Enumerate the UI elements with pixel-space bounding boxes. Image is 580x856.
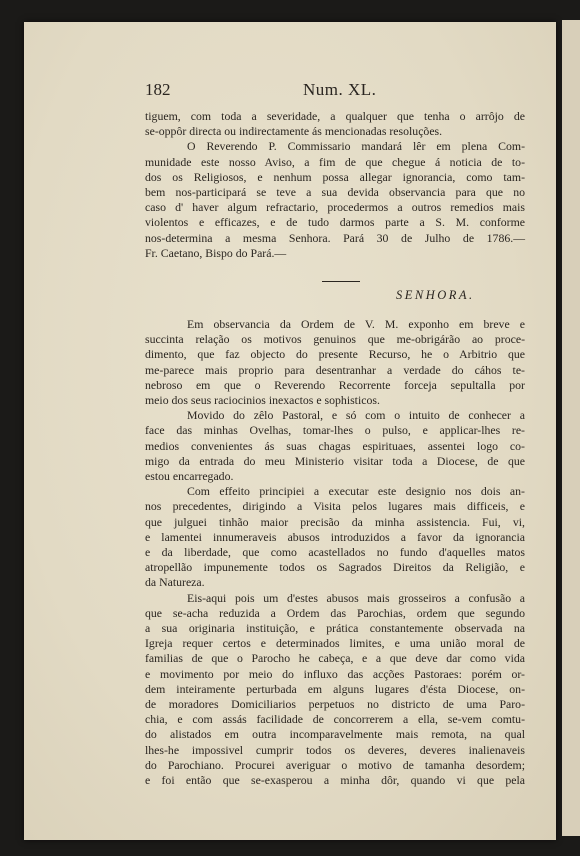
text-line: caso d' haver algum refractario, procedermos a outros remedios mais (145, 200, 525, 215)
text-line: estou encarregado. (145, 469, 234, 484)
text-line: violentos e efficazes, e de tudo darmos parte a S. M. conforme (145, 215, 525, 230)
text-line: medios convenientes ás suas chagas espirituaes, assentei logo co- (145, 438, 525, 453)
text-line: Com effeito principiei a executar este designio nos dois an- (187, 484, 525, 499)
text-line: Eis-aqui pois um d'estes abusos mais grosseiros a confusão a (187, 590, 525, 605)
text-line: succinta relação os motivos genuinos que me-obrigárão ao proce- (145, 332, 525, 347)
text-line: Movido do zêlo Pastoral, e só com o intuito de conhecer a (187, 408, 525, 423)
text-line: da Natureza. (145, 575, 205, 590)
text-line: me-parece mais proprio para desentranhar a verdade do cáhos te- (145, 362, 525, 377)
text-line: chia, e com assás facilidade de concorrerem a ella, se-vem comtu- (145, 712, 525, 727)
text-line: e lamentei innumeraveis abusos introduzidos a favor da ignorancia (145, 529, 525, 544)
text-line: nebroso em que o Reverendo Recorrente forceja sepultalla por (145, 377, 525, 392)
text-line: nos precedentes, dirigindo a Visita pelos lugares mais difficeis, e (145, 499, 525, 514)
text-line: dimento, que faz objecto do presente Recurso, he o Arbitrio que (145, 347, 525, 362)
text-line: Fr. Caetano, Bispo do Pará.— (145, 245, 287, 260)
page-header (145, 80, 525, 102)
text-line: familias de que o Parocho he cabeça, e a que deve dar como vida (145, 651, 525, 666)
text-line: meio dos seus raciocinios inexactos e sophisticos. (145, 393, 380, 408)
letter-body (145, 317, 525, 788)
text-line: que se-acha reduzida a Ordem das Parochias, ordem que segundo (145, 605, 525, 620)
text-line: dos os Religiosos, e nenhum possa allegar ignorancia, como tam- (145, 169, 525, 184)
closing-text-block (145, 109, 525, 261)
text-line: tiguem, com toda a severidade, a qualquer que tenha o arrôjo de (145, 109, 525, 123)
text-line: migo da entrada do meu Ministerio visitar toda a Diocese, de que (145, 453, 525, 468)
text-line: O Reverendo P. Commissario mandará lêr em plena Com- (187, 139, 525, 154)
text-line: e foi então que se-exasperou a minha dôr, quando vi que pela (145, 773, 525, 788)
adjacent-page-edge (562, 20, 580, 836)
section-divider (322, 281, 360, 282)
text-line: e da liberdade, que como acastellados no fundo d'aquelles matos (145, 545, 525, 560)
text-line: que julguei tinhão maior precisão da minha assistencia. Fui, vi, (145, 514, 525, 529)
text-line: de moradores Domiciliarios perpetuos no districto de uma Paro- (145, 697, 525, 712)
text-line: Em observancia da Ordem de V. M. exponho em breve e (187, 317, 525, 331)
text-line: do Parochiano. Procurei averiguar o motivo de tamanha desordem; (145, 757, 525, 772)
salutation: SENHORA. (396, 288, 475, 302)
text-line: se-oppôr directa ou indirectamente ás mencionadas resoluções. (145, 124, 443, 139)
text-line: do alistados em outra incomparavelmente mais remota, na qual (145, 727, 525, 742)
running-head: Num. XL. (303, 80, 377, 99)
text-line: munidade este nosso Aviso, a fim de que chegue á noticia de to- (145, 154, 525, 169)
page-number: 182 (145, 80, 171, 99)
text-line: dem inteiramente perturbada em alguns lugares d'ésta Diocese, on- (145, 681, 525, 696)
text-line: lhes-he impossivel cumprir todos os deveres, deveres inalienaveis (145, 742, 525, 757)
text-line: e movimento por meio do influxo das acções Pastoraes: porém or- (145, 666, 525, 681)
text-line: face das minhas Ovelhas, tomar-lhes o pulso, e applicar-lhes re- (145, 423, 525, 438)
text-line: nos-determina a mesma Senhora. Pará 30 de Julho de 1786.— (145, 230, 525, 245)
text-line: a sua originaria instituição, e prática constantemente observada na (145, 621, 525, 636)
text-line: bem nos-participará se teve a sua devida observancia para que no (145, 185, 525, 200)
text-line: atropellão impunemente todos os Sagrados Direitos da Religião, e (145, 560, 525, 575)
text-line: Igreja requer certos e determinados limites, e uma união moral de (145, 636, 525, 651)
